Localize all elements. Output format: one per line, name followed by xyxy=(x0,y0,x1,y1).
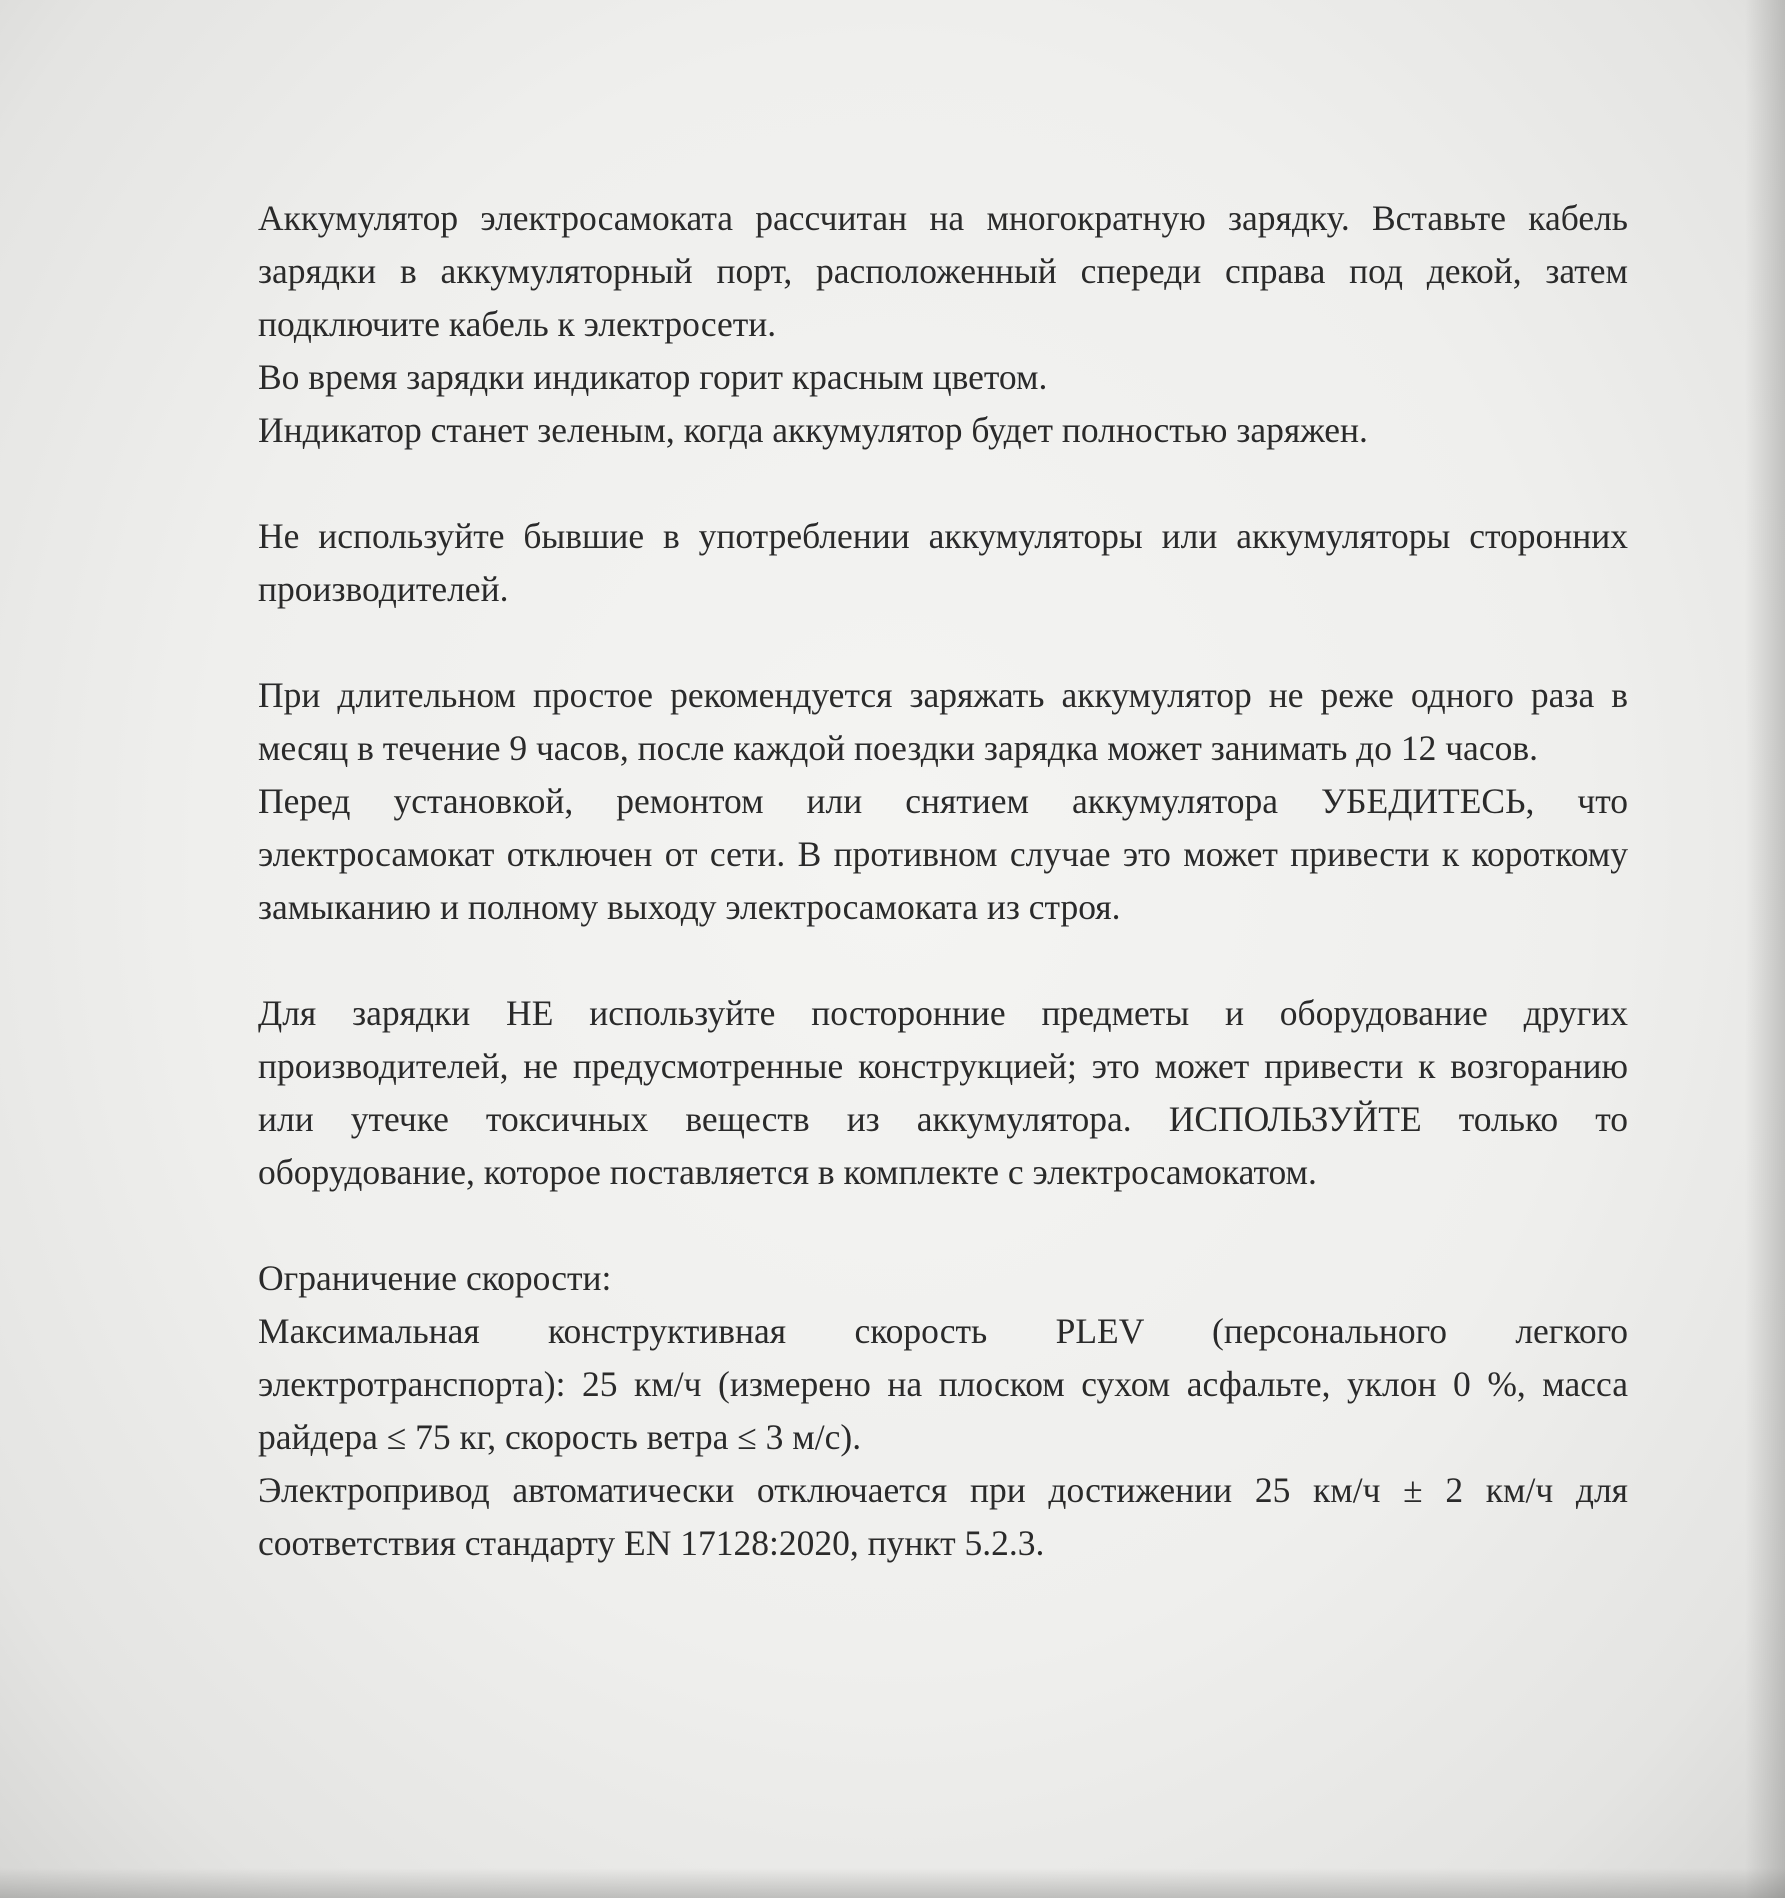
page-bottom-shadow xyxy=(0,1868,1785,1898)
paragraph-red-indicator: Во время зарядки индикатор горит красным цветом. xyxy=(258,357,1048,397)
page-edge-shadow xyxy=(1745,0,1785,1898)
paragraph-disconnect-warning: Перед установкой, ремонтом или снятием аккумулятора УБЕДИТЕСЬ, что электросамокат отключен от сети. В противном случае это может привести к короткому замыканию и полному выходу электросамоката из строя. xyxy=(258,781,1628,927)
paragraph-gap xyxy=(258,616,1628,669)
document-text xyxy=(258,192,1628,1570)
heading-speed-limit: Ограничение скорости: xyxy=(258,1258,612,1298)
paragraph-green-indicator: Индикатор станет зеленым, когда аккумулятор будет полностью заряжен. xyxy=(258,410,1368,450)
paragraph-charging-instructions: Аккумулятор электросамоката рассчитан на многократную зарядку. Вставьте кабель зарядки в аккумуляторный порт, расположенный спереди справа под декой, затем подключите кабель к электросети. xyxy=(258,198,1628,344)
paragraph-gap xyxy=(258,1199,1628,1252)
paragraph-gap xyxy=(258,457,1628,510)
paragraph-storage-charging: При длительном простое рекомендуется заряжать аккумулятор не реже одного раза в месяц в течение 9 часов, после каждой поездки зарядка может занимать до 12 часов. xyxy=(258,675,1628,768)
paragraph-third-party-equipment-warning: Для зарядки НЕ используйте посторонние предметы и оборудование других производителей, не предусмотренные конструкцией; это может привести к возгоранию или утечке токсичных веществ из аккумулятора. ИСПОЛЬЗУЙТЕ только то оборудование, которое поставляется в комплекте с электросамокатом. xyxy=(258,993,1628,1192)
paragraph-max-speed: Максимальная конструктивная скорость PLEV (персонального легкого электротранспорта): 25 км/ч (измерено на плоском сухом асфальте, уклон 0 %, масса райдера ≤ 75 кг, скорость ветра ≤ 3 м/с). xyxy=(258,1311,1628,1457)
paragraph-drive-cutoff: Электропривод автоматически отключается при достижении 25 км/ч ± 2 км/ч для соответствия стандарту EN 17128:2020, пункт 5.2.3. xyxy=(258,1470,1628,1563)
paragraph-gap xyxy=(258,934,1628,987)
paragraph-used-batteries-warning: Не используйте бывшие в употреблении аккумуляторы или аккумуляторы сторонних производителей. xyxy=(258,516,1628,609)
